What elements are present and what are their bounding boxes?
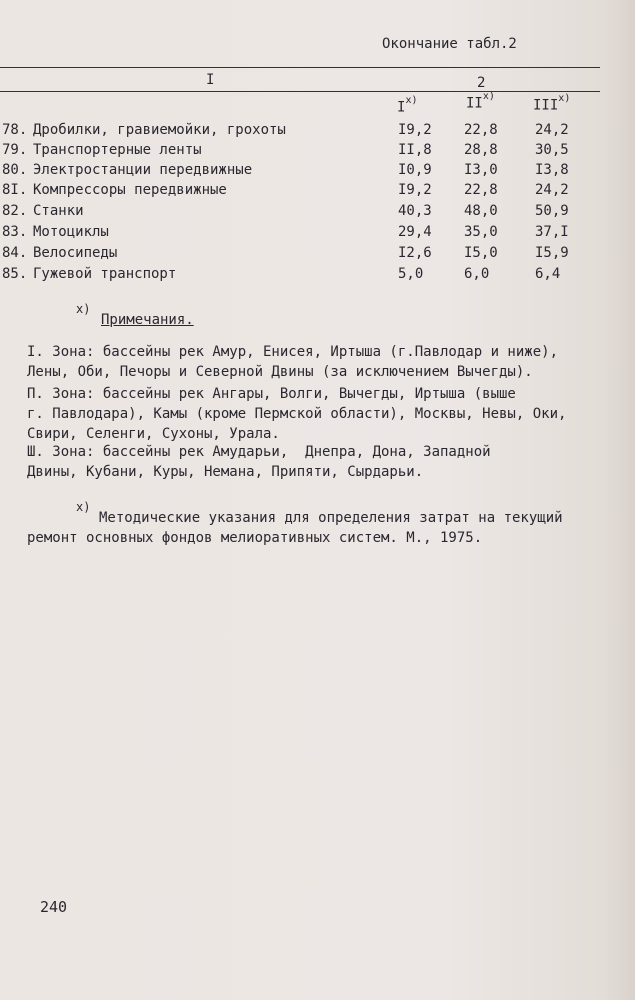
zone-header-3: III$^{x)}$ bbox=[533, 93, 571, 114]
row-name: Дробилки, гравиемойки, грохоты bbox=[33, 122, 286, 138]
table-row bbox=[0, 162, 635, 182]
row-value-zone2: 28,8 bbox=[464, 142, 498, 158]
row-number: 83. bbox=[2, 224, 28, 240]
row-value-zone1: 40,3 bbox=[398, 203, 432, 219]
table-row bbox=[0, 245, 635, 265]
table-row bbox=[0, 203, 635, 223]
header-col2: 2 bbox=[477, 75, 486, 91]
table-continuation-caption: Окончание табл.2 bbox=[382, 36, 517, 52]
zone-header-2: II$^{x)}$ bbox=[466, 91, 495, 112]
row-name: Транспортерные ленты bbox=[33, 142, 202, 158]
note-zone-2: П. Зона: бассейны рек Ангары, Волги, Вычегды, Иртыша (выше г. Павлодара), Камы (кроме Пермской области), Москвы, Невы, Оки, Свири, Селенги, Сухоны, Урала. bbox=[27, 386, 567, 442]
row-value-zone2: I3,0 bbox=[464, 162, 498, 178]
row-value-zone1: 29,4 bbox=[398, 224, 432, 240]
note-zone-3: Ш. Зона: бассейны рек Амударьи, Днепра, Дона, Западной Двины, Кубани, Куры, Немана, Припяти, Сырдарьи. bbox=[27, 444, 491, 480]
notes-title: Примечания. bbox=[101, 312, 194, 328]
row-number: 82. bbox=[2, 203, 28, 219]
row-number: 78. bbox=[2, 122, 28, 138]
row-value-zone3: 50,9 bbox=[535, 203, 569, 219]
row-value-zone2: 22,8 bbox=[464, 122, 498, 138]
row-value-zone1: I9,2 bbox=[398, 182, 432, 198]
table-row bbox=[0, 122, 635, 142]
header-rule bbox=[0, 91, 600, 92]
header-col1: I bbox=[206, 72, 215, 88]
row-value-zone1: I9,2 bbox=[398, 122, 432, 138]
footnote-text bbox=[27, 508, 563, 548]
row-number: 84. bbox=[2, 245, 28, 261]
table-row bbox=[0, 142, 635, 162]
note-zone-1: I. Зона: бассейны рек Амур, Енисея, Иртыша (г.Павлодар и ниже), Лены, Оби, Печоры и Северной Двины (за исключением Вычегды). bbox=[27, 344, 559, 380]
footnote-line: Методические указания для определения затрат на текущий bbox=[99, 510, 563, 526]
row-name: Гужевой транспорт bbox=[33, 266, 177, 282]
row-value-zone2: 35,0 bbox=[464, 224, 498, 240]
row-name: Велосипеды bbox=[33, 245, 118, 261]
row-value-zone2: 6,0 bbox=[464, 266, 490, 282]
row-number: 80. bbox=[2, 162, 28, 178]
row-value-zone1: I0,9 bbox=[398, 162, 432, 178]
row-value-zone3: 30,5 bbox=[535, 142, 569, 158]
footnote-line: ремонт основных фондов мелиоративных систем. М., 1975. bbox=[27, 530, 483, 546]
row-name: Компрессоры передвижные bbox=[33, 182, 227, 198]
table-row bbox=[0, 266, 635, 286]
row-value-zone2: 48,0 bbox=[464, 203, 498, 219]
table-top-rule bbox=[0, 67, 600, 68]
row-name: Станки bbox=[33, 203, 84, 219]
row-value-zone1: 5,0 bbox=[398, 266, 424, 282]
row-value-zone3: 6,4 bbox=[535, 266, 561, 282]
row-value-zone1: II,8 bbox=[398, 142, 432, 158]
table-row bbox=[0, 224, 635, 244]
row-value-zone3: 37,I bbox=[535, 224, 569, 240]
row-value-zone3: I3,8 bbox=[535, 162, 569, 178]
row-name: Электростанции передвижные bbox=[33, 162, 253, 178]
row-number: 8I. bbox=[2, 182, 28, 198]
row-value-zone3: 24,2 bbox=[535, 122, 569, 138]
page-number: 240 bbox=[40, 898, 68, 916]
notes-footnote-mark: x) bbox=[76, 302, 91, 316]
row-value-zone3: 24,2 bbox=[535, 182, 569, 198]
row-name: Мотоциклы bbox=[33, 224, 109, 240]
row-value-zone2: I5,0 bbox=[464, 245, 498, 261]
footnote-mark: x) bbox=[76, 500, 91, 514]
row-value-zone1: I2,6 bbox=[398, 245, 432, 261]
row-value-zone2: 22,8 bbox=[464, 182, 498, 198]
zone-header-1: $I^{x)}$ bbox=[397, 95, 418, 116]
table-row bbox=[0, 182, 635, 202]
row-number: 85. bbox=[2, 266, 28, 282]
row-number: 79. bbox=[2, 142, 28, 158]
row-value-zone3: I5,9 bbox=[535, 245, 569, 261]
